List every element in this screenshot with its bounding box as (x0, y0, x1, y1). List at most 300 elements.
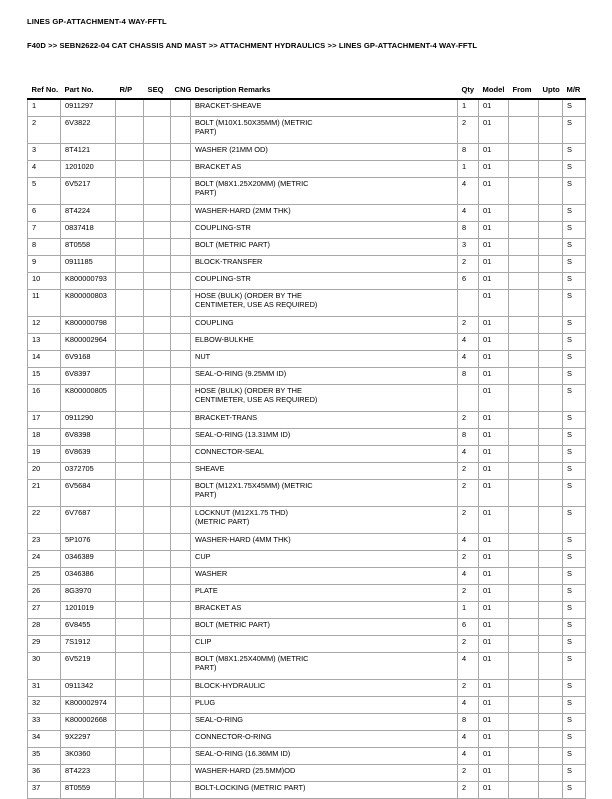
cell-part-no: 8T4121 (61, 144, 116, 161)
cell-cng (171, 273, 191, 290)
description-line: PART) (195, 126, 217, 136)
cell-from (509, 636, 539, 653)
cell-part-no: 0372705 (61, 463, 116, 480)
description-line: COUPLING-STR (195, 274, 251, 283)
table-row (28, 117, 586, 144)
cell-rp (116, 534, 144, 551)
cell-from (509, 273, 539, 290)
cell-model: 01 (479, 714, 509, 731)
cell-rp (116, 117, 144, 144)
cell-ref-no: 30 (28, 653, 61, 680)
cell-mr: S (563, 463, 586, 480)
cell-upto (539, 334, 563, 351)
cell-rp (116, 239, 144, 256)
table-row (28, 636, 586, 653)
cell-from (509, 653, 539, 680)
cell-from (509, 256, 539, 273)
cell-description (191, 351, 458, 368)
cell-ref-no: 2 (28, 117, 61, 144)
cell-ref-no: 20 (28, 463, 61, 480)
cell-mr: S (563, 731, 586, 748)
cell-from (509, 748, 539, 765)
cell-model: 01 (479, 534, 509, 551)
cell-part-no: 8T4223 (61, 765, 116, 782)
cell-description (191, 117, 458, 144)
cell-rp (116, 273, 144, 290)
cell-part-no: 6V8398 (61, 429, 116, 446)
cell-seq (144, 239, 171, 256)
cell-mr: S (563, 748, 586, 765)
cell-description (191, 205, 458, 222)
description-line: BRACKET-SHEAVE (195, 101, 262, 110)
table-row (28, 161, 586, 178)
cell-cng (171, 429, 191, 446)
table-row (28, 765, 586, 782)
cell-part-no: K800000805 (61, 385, 116, 412)
cell-upto (539, 385, 563, 412)
cell-model: 01 (479, 222, 509, 239)
cell-model: 01 (479, 385, 509, 412)
cell-description (191, 412, 458, 429)
cell-cng (171, 161, 191, 178)
cell-model: 01 (479, 507, 509, 534)
table-header-row (28, 85, 586, 99)
description-line: SEAL-O-RING (9.25MM ID) (195, 369, 287, 378)
cell-rp (116, 446, 144, 463)
cell-cng (171, 636, 191, 653)
cell-description (191, 256, 458, 273)
cell-description (191, 551, 458, 568)
table-row (28, 222, 586, 239)
cell-ref-no: 31 (28, 680, 61, 697)
cell-ref-no: 7 (28, 222, 61, 239)
description-line: WASHER-HARD (4MM THK) (195, 535, 291, 544)
description-line: CENTIMETER, USE AS REQUIRED) (195, 394, 318, 404)
cell-seq (144, 144, 171, 161)
cell-upto (539, 714, 563, 731)
cell-description (191, 446, 458, 463)
cell-ref-no: 24 (28, 551, 61, 568)
cell-qty: 3 (458, 239, 479, 256)
cell-cng (171, 534, 191, 551)
cell-description (191, 273, 458, 290)
cell-seq (144, 602, 171, 619)
cell-mr: S (563, 782, 586, 799)
cell-from (509, 714, 539, 731)
cell-part-no: 8T4224 (61, 205, 116, 222)
cell-from (509, 680, 539, 697)
description-line: COUPLING-STR (195, 223, 251, 232)
table-row (28, 748, 586, 765)
cell-cng (171, 480, 191, 507)
cell-rp (116, 463, 144, 480)
cell-model: 01 (479, 782, 509, 799)
cell-rp (116, 290, 144, 317)
table-row (28, 480, 586, 507)
cell-ref-no: 4 (28, 161, 61, 178)
cell-cng (171, 178, 191, 205)
cell-seq (144, 507, 171, 534)
cell-model: 01 (479, 446, 509, 463)
cell-ref-no: 29 (28, 636, 61, 653)
cell-mr: S (563, 273, 586, 290)
cell-description (191, 697, 458, 714)
cell-part-no: 5P1076 (61, 534, 116, 551)
cell-description (191, 161, 458, 178)
cell-mr: S (563, 99, 586, 117)
cell-seq (144, 290, 171, 317)
cell-ref-no: 12 (28, 317, 61, 334)
cell-upto (539, 205, 563, 222)
cell-seq (144, 178, 171, 205)
cell-from (509, 782, 539, 799)
cell-description (191, 636, 458, 653)
cell-rp (116, 385, 144, 412)
cell-upto (539, 99, 563, 117)
cell-qty: 4 (458, 334, 479, 351)
cell-cng (171, 317, 191, 334)
cell-qty: 2 (458, 117, 479, 144)
cell-upto (539, 117, 563, 144)
description-line: CUP (195, 552, 211, 561)
cell-upto (539, 534, 563, 551)
cell-rp (116, 429, 144, 446)
cell-upto (539, 290, 563, 317)
cell-mr: S (563, 602, 586, 619)
table-row (28, 412, 586, 429)
cell-model: 01 (479, 144, 509, 161)
cell-rp (116, 368, 144, 385)
cell-part-no: 0911290 (61, 412, 116, 429)
cell-rp (116, 351, 144, 368)
table-row (28, 602, 586, 619)
cell-from (509, 368, 539, 385)
cell-part-no: K800002964 (61, 334, 116, 351)
cell-qty: 2 (458, 480, 479, 507)
cell-upto (539, 256, 563, 273)
cell-qty: 4 (458, 568, 479, 585)
table-header (28, 85, 586, 99)
cell-cng (171, 144, 191, 161)
cell-description (191, 731, 458, 748)
cell-qty: 6 (458, 273, 479, 290)
cell-seq (144, 334, 171, 351)
cell-mr: S (563, 144, 586, 161)
cell-qty: 2 (458, 256, 479, 273)
cell-description (191, 534, 458, 551)
cell-seq (144, 351, 171, 368)
cell-rp (116, 619, 144, 636)
cell-rp (116, 748, 144, 765)
cell-mr: S (563, 585, 586, 602)
parts-table (27, 85, 586, 799)
cell-rp (116, 782, 144, 799)
description-line: BOLT (METRIC PART) (195, 620, 271, 629)
cell-cng (171, 334, 191, 351)
cell-mr: S (563, 551, 586, 568)
cell-part-no: 6V8455 (61, 619, 116, 636)
cell-part-no: 0837418 (61, 222, 116, 239)
cell-seq (144, 161, 171, 178)
cell-mr: S (563, 317, 586, 334)
cell-qty: 2 (458, 551, 479, 568)
cell-seq (144, 368, 171, 385)
cell-description (191, 334, 458, 351)
cell-model: 01 (479, 239, 509, 256)
table-row (28, 507, 586, 534)
cell-model: 01 (479, 117, 509, 144)
cell-seq (144, 412, 171, 429)
cell-upto (539, 619, 563, 636)
cell-qty: 4 (458, 731, 479, 748)
description-line: PART) (195, 187, 217, 197)
cell-rp (116, 653, 144, 680)
cell-cng (171, 714, 191, 731)
cell-from (509, 144, 539, 161)
cell-mr: S (563, 714, 586, 731)
table-row (28, 463, 586, 480)
cell-description (191, 585, 458, 602)
description-line: BRACKET AS (195, 162, 242, 171)
cell-part-no: 1201019 (61, 602, 116, 619)
cell-model: 01 (479, 748, 509, 765)
cell-part-no: K800002974 (61, 697, 116, 714)
cell-description (191, 507, 458, 534)
description-line: WASHER-HARD (25.5MM)OD (195, 766, 296, 775)
cell-part-no: 3K0360 (61, 748, 116, 765)
cell-upto (539, 368, 563, 385)
cell-rp (116, 507, 144, 534)
cell-from (509, 290, 539, 317)
cell-ref-no: 19 (28, 446, 61, 463)
description-line: SEAL-O-RING (195, 715, 244, 724)
cell-qty: 4 (458, 205, 479, 222)
cell-qty: 4 (458, 653, 479, 680)
cell-mr: S (563, 636, 586, 653)
cell-ref-no: 17 (28, 412, 61, 429)
cell-qty: 2 (458, 765, 479, 782)
description-line: NUT (195, 352, 211, 361)
cell-upto (539, 731, 563, 748)
cell-qty: 4 (458, 446, 479, 463)
cell-ref-no: 16 (28, 385, 61, 412)
cell-from (509, 385, 539, 412)
cell-rp (116, 551, 144, 568)
cell-rp (116, 161, 144, 178)
cell-description (191, 290, 458, 317)
description-line: LOCKNUT (M12X1.75 THD) (195, 508, 288, 517)
cell-description (191, 368, 458, 385)
cell-description (191, 602, 458, 619)
cell-from (509, 551, 539, 568)
cell-from (509, 619, 539, 636)
description-line: CLIP (195, 637, 212, 646)
cell-model: 01 (479, 429, 509, 446)
table-row (28, 429, 586, 446)
cell-mr: S (563, 697, 586, 714)
cell-qty (458, 290, 479, 317)
cell-mr: S (563, 480, 586, 507)
cell-qty: 1 (458, 161, 479, 178)
cell-qty: 1 (458, 99, 479, 117)
column-header-from: From (512, 85, 532, 94)
cell-part-no: 0346386 (61, 568, 116, 585)
cell-mr: S (563, 290, 586, 317)
cell-from (509, 317, 539, 334)
column-header-cng: CNG (174, 85, 192, 94)
cell-description (191, 429, 458, 446)
cell-ref-no: 33 (28, 714, 61, 731)
cell-description (191, 178, 458, 205)
cell-seq (144, 748, 171, 765)
cell-rp (116, 317, 144, 334)
cell-cng (171, 765, 191, 782)
cell-part-no: 0911342 (61, 680, 116, 697)
cell-ref-no: 15 (28, 368, 61, 385)
cell-ref-no: 8 (28, 239, 61, 256)
cell-model: 01 (479, 178, 509, 205)
cell-description (191, 568, 458, 585)
description-line: HOSE (BULK) (ORDER BY THE (195, 386, 302, 395)
cell-description (191, 619, 458, 636)
cell-model: 01 (479, 334, 509, 351)
cell-from (509, 765, 539, 782)
cell-from (509, 99, 539, 117)
cell-model: 01 (479, 368, 509, 385)
cell-part-no: 6V5219 (61, 653, 116, 680)
cell-model: 01 (479, 680, 509, 697)
cell-rp (116, 144, 144, 161)
table-row (28, 551, 586, 568)
cell-cng (171, 290, 191, 317)
cell-seq (144, 636, 171, 653)
cell-mr: S (563, 619, 586, 636)
cell-description (191, 144, 458, 161)
cell-seq (144, 782, 171, 799)
cell-model: 01 (479, 602, 509, 619)
cell-model: 01 (479, 463, 509, 480)
description-line: CONNECTOR-O-RING (195, 732, 272, 741)
breadcrumb: F40D >> SEBN2622-04 CAT CHASSIS AND MAST >> ATTACHMENT HYDRAULICS >> LINES GP-ATTACHMENT-4 WAY-FFTL (27, 41, 478, 50)
cell-ref-no: 26 (28, 585, 61, 602)
cell-cng (171, 412, 191, 429)
description-line: BLOCK-TRANSFER (195, 257, 263, 266)
cell-cng (171, 697, 191, 714)
description-line: HOSE (BULK) (ORDER BY THE (195, 291, 302, 300)
table-row (28, 178, 586, 205)
column-header-rp: R/P (119, 85, 133, 94)
table-row (28, 568, 586, 585)
cell-model: 01 (479, 731, 509, 748)
cell-ref-no: 23 (28, 534, 61, 551)
cell-qty: 4 (458, 178, 479, 205)
table-row (28, 239, 586, 256)
cell-part-no: 6V5684 (61, 480, 116, 507)
cell-ref-no: 22 (28, 507, 61, 534)
description-line: BOLT (METRIC PART) (195, 240, 271, 249)
description-line: WASHER (195, 569, 228, 578)
cell-description (191, 317, 458, 334)
cell-model: 01 (479, 161, 509, 178)
cell-upto (539, 602, 563, 619)
cell-ref-no: 25 (28, 568, 61, 585)
cell-mr: S (563, 680, 586, 697)
cell-qty: 4 (458, 351, 479, 368)
cell-seq (144, 317, 171, 334)
table-row (28, 653, 586, 680)
column-header-upto: Upto (542, 85, 560, 94)
cell-ref-no: 32 (28, 697, 61, 714)
cell-qty: 8 (458, 144, 479, 161)
cell-rp (116, 731, 144, 748)
cell-rp (116, 178, 144, 205)
cell-mr: S (563, 178, 586, 205)
description-line: BOLT (M8X1.25X40MM) (METRIC (195, 654, 309, 663)
cell-cng (171, 619, 191, 636)
cell-ref-no: 9 (28, 256, 61, 273)
cell-seq (144, 680, 171, 697)
cell-mr: S (563, 161, 586, 178)
cell-seq (144, 429, 171, 446)
description-line: SEAL-O-RING (16.36MM ID) (195, 749, 291, 758)
cell-ref-no: 28 (28, 619, 61, 636)
cell-from (509, 205, 539, 222)
table-row (28, 334, 586, 351)
cell-mr: S (563, 385, 586, 412)
cell-cng (171, 507, 191, 534)
cell-upto (539, 429, 563, 446)
cell-qty: 4 (458, 534, 479, 551)
cell-rp (116, 680, 144, 697)
cell-seq (144, 619, 171, 636)
cell-seq (144, 256, 171, 273)
cell-part-no: 9X2297 (61, 731, 116, 748)
cell-ref-no: 18 (28, 429, 61, 446)
table-row (28, 731, 586, 748)
table-row (28, 256, 586, 273)
cell-seq (144, 385, 171, 412)
cell-rp (116, 636, 144, 653)
cell-model: 01 (479, 412, 509, 429)
cell-from (509, 585, 539, 602)
cell-from (509, 480, 539, 507)
cell-description (191, 680, 458, 697)
cell-model: 01 (479, 568, 509, 585)
column-header-qty: Qty (461, 85, 475, 94)
description-line: BOLT-LOCKING (METRIC PART) (195, 783, 306, 792)
cell-upto (539, 351, 563, 368)
cell-ref-no: 11 (28, 290, 61, 317)
cell-model: 01 (479, 99, 509, 117)
cell-seq (144, 568, 171, 585)
cell-upto (539, 239, 563, 256)
cell-from (509, 731, 539, 748)
cell-rp (116, 412, 144, 429)
cell-upto (539, 551, 563, 568)
cell-ref-no: 35 (28, 748, 61, 765)
cell-qty: 4 (458, 697, 479, 714)
cell-cng (171, 653, 191, 680)
cell-ref-no: 3 (28, 144, 61, 161)
cell-cng (171, 446, 191, 463)
cell-upto (539, 222, 563, 239)
cell-cng (171, 205, 191, 222)
cell-seq (144, 205, 171, 222)
table-row (28, 205, 586, 222)
cell-rp (116, 714, 144, 731)
table-row (28, 273, 586, 290)
description-line: SHEAVE (195, 464, 225, 473)
